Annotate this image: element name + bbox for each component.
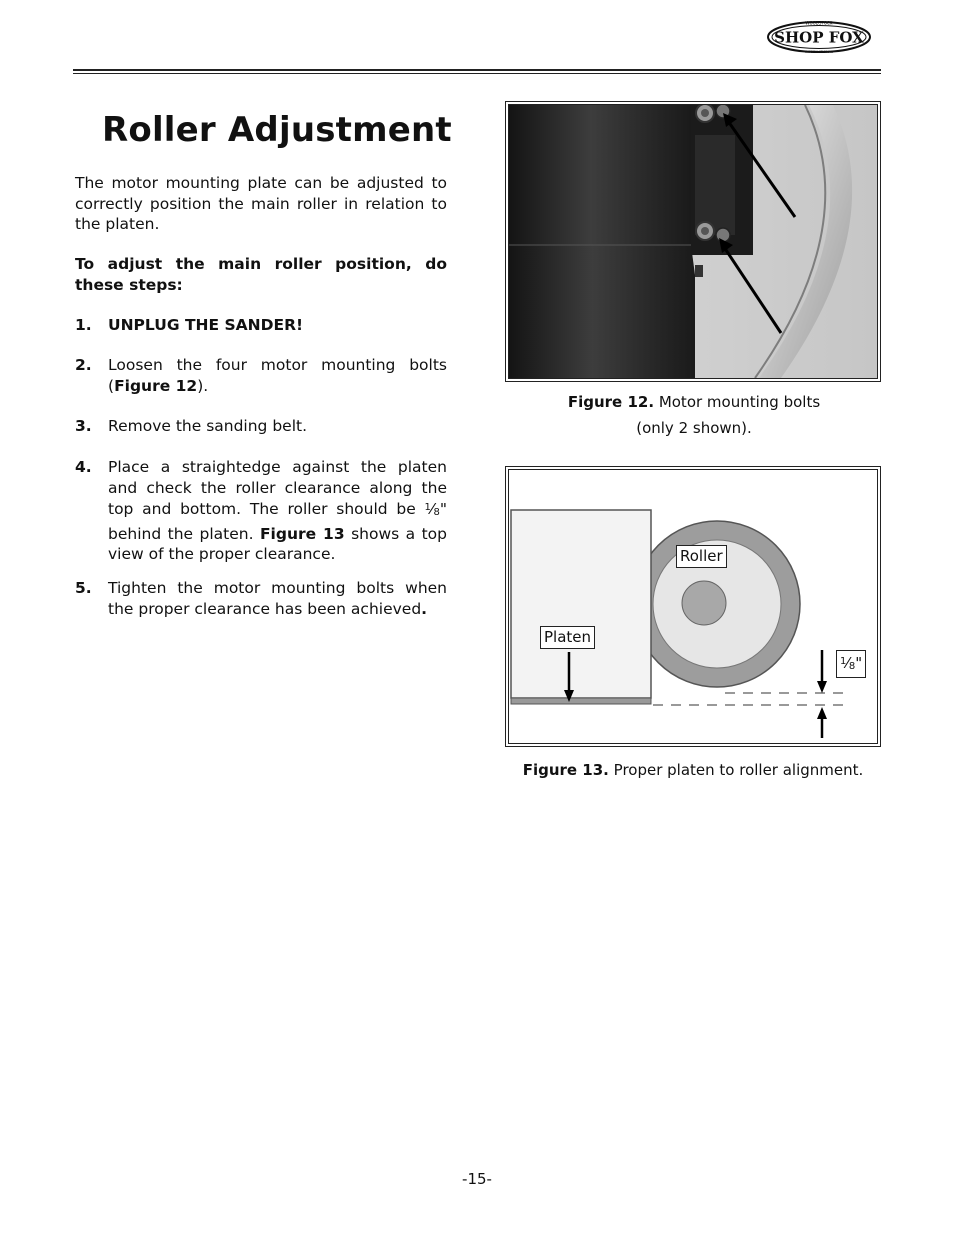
step-text: Loosen the four motor mounting bolts (Figure 12). bbox=[108, 356, 447, 395]
step-1 bbox=[75, 315, 447, 336]
step-text: Place a straightedge against the platen and check the roller clearance along the top and bottom. The roller should be $^1$⁄8" behind the platen. Figure 13 shows a top view of the proper clearance. bbox=[108, 458, 447, 563]
gap-arrow-icon bbox=[817, 650, 827, 738]
alignment-diagram bbox=[509, 470, 877, 743]
platen-label: Platen bbox=[540, 626, 595, 649]
step-text: Remove the sanding belt. bbox=[108, 417, 308, 435]
figure-12-reference: Figure 12 bbox=[114, 376, 198, 395]
step-number: 5. bbox=[75, 579, 92, 597]
step-text: UNPLUG THE SANDER! bbox=[108, 316, 304, 334]
header-rule-thin bbox=[73, 73, 881, 74]
header-rule bbox=[73, 69, 881, 71]
logo-bottom-text: INTERNATIONAL bbox=[804, 50, 834, 54]
page-title: Roller Adjustment bbox=[102, 110, 452, 150]
figure-13-caption: Figure 13. Proper platen to roller alignment. bbox=[522, 761, 864, 779]
step-number: 4. bbox=[75, 458, 92, 476]
figure-13-diagram bbox=[505, 466, 881, 747]
instruction-paragraph: To adjust the main roller position, do these steps: bbox=[75, 255, 447, 294]
figure-label: Figure 13. bbox=[522, 761, 609, 779]
motor-mount-photo bbox=[509, 105, 877, 378]
page-number: -15- bbox=[462, 1170, 492, 1188]
logo-top-text: WOODSTOCK bbox=[805, 20, 833, 26]
roller-label: Roller bbox=[676, 545, 727, 568]
figure-label: Figure 12. bbox=[567, 393, 655, 411]
step-5 bbox=[75, 578, 447, 619]
shop-fox-logo bbox=[766, 19, 872, 55]
step-text: Tighten the motor mounting bolts when the proper clearance has been achieved. bbox=[108, 579, 447, 618]
step-4 bbox=[75, 457, 447, 565]
step-number: 2. bbox=[75, 356, 92, 374]
figure-13-reference: Figure 13 bbox=[259, 524, 345, 543]
figure-12-photo bbox=[505, 101, 881, 382]
step-number: 3. bbox=[75, 417, 92, 435]
intro-paragraph: The motor mounting plate can be adjusted to correctly position the main roller in relation to the platen. bbox=[75, 174, 447, 233]
figure-12-caption: Figure 12. Motor mounting bolts (only 2 shown). bbox=[567, 393, 821, 437]
step-number: 1. bbox=[75, 316, 92, 334]
gap-label: $^1$⁄8" bbox=[836, 650, 866, 678]
logo-text: SHOP FOX bbox=[774, 28, 864, 47]
step-3 bbox=[75, 416, 447, 437]
step-2 bbox=[75, 355, 447, 396]
